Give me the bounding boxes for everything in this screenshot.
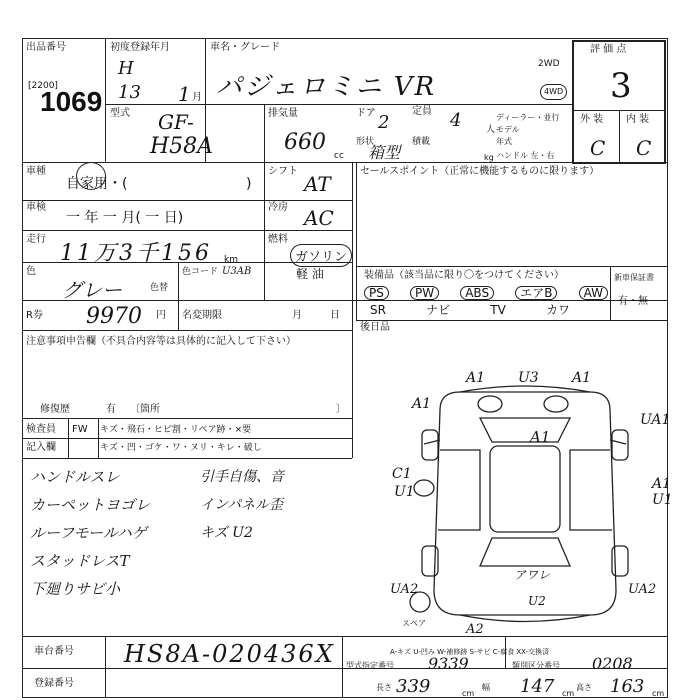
width-unit: cm — [562, 689, 575, 698]
length-unit: cm — [462, 689, 475, 698]
door-label: ドア — [356, 108, 376, 119]
color-label: 色 — [26, 266, 36, 277]
model-year-label: モデル 年式 — [496, 125, 520, 146]
month: 1 — [178, 82, 191, 106]
color-code-label: 色コード — [182, 267, 219, 277]
notes-label: 注意事項申告欄（不具合内容等は具体的に記入して下さい） — [26, 336, 296, 347]
capacity-label: 定員 — [412, 106, 432, 117]
exterior-grade: C — [590, 136, 606, 160]
cc-unit: cc — [334, 151, 344, 161]
aircon-label: 冷房 — [268, 202, 288, 213]
model-prefix: GF- — [158, 110, 194, 134]
name-change-month: 月 — [292, 310, 302, 321]
repair-value: 有 — [106, 404, 116, 415]
sales-point-label: セールスポイント（正常に機能するものに限ります） — [360, 166, 600, 177]
shape-label: 形状 — [356, 137, 375, 147]
damage-mark: U2 — [528, 594, 546, 608]
note-left-item: ハンドルスレ — [30, 468, 120, 486]
doors: 2 — [378, 112, 390, 133]
lot-number: 1069 — [40, 86, 103, 117]
mileage-unit: km — [224, 255, 238, 265]
inspection-label: 車検 — [26, 202, 46, 213]
color-tint-label: 色替 — [150, 283, 169, 293]
damage-mark: A1 — [466, 370, 486, 386]
color-code: U3AB — [222, 266, 252, 277]
handle-label: ハンドル 左・右 — [496, 151, 555, 160]
person-unit: 人 — [486, 125, 496, 135]
length-value: 339 — [396, 676, 431, 697]
score: 3 — [610, 66, 632, 106]
equip-sr: SR — [370, 303, 386, 317]
legend-line-2: キズ・凹・ゴケ・ワ・ヌリ・キレ・破し — [100, 443, 262, 453]
shift-label: シフト — [268, 166, 298, 177]
note-left-item: 下廻りサビ小 — [30, 580, 121, 598]
equip-aw: AW — [579, 286, 608, 300]
car-name-label: 車名・グレード — [210, 42, 280, 53]
class-label: 類別区分番号 — [512, 661, 560, 670]
inspection-value: 一 年 一 月( 一 日) — [66, 210, 184, 226]
note-right-item: キズ U2 — [200, 525, 253, 541]
interior-grade: C — [636, 136, 652, 160]
color-value: グレー — [62, 278, 122, 302]
entry-label: 記入欄 — [26, 442, 56, 453]
first-reg-label: 初度登録年月 — [110, 42, 170, 53]
class-value: 0208 — [592, 654, 633, 673]
equip-leather: カワ — [545, 303, 570, 317]
spare-label: スペア — [402, 619, 426, 628]
note-right-item: 引手自傷、音 — [200, 469, 284, 485]
note-left-item: ルーフモールハゲ — [30, 524, 147, 542]
damage-mark: A1 — [530, 428, 551, 446]
equip-navi: ナビ — [426, 303, 451, 317]
damage-mark: A1 — [412, 396, 432, 412]
fuel-label: 燃料 — [268, 234, 288, 245]
type-cert-value: 9339 — [428, 654, 469, 673]
year: 13 — [118, 82, 141, 103]
mileage-label: 走行 — [26, 234, 46, 245]
usage-value: 自家用・( — [66, 176, 128, 192]
fuel-gasoline: ガソリン — [290, 244, 352, 267]
damage-mark: UA2 — [390, 582, 419, 597]
note-left-item: カーペットヨゴレ — [30, 496, 151, 514]
fuel-diesel: 軽 油 — [296, 267, 324, 281]
repair-part-close: 〕 — [336, 404, 346, 415]
exterior-label: 外 装 — [580, 114, 604, 125]
equip-tv: TV — [490, 303, 506, 317]
reg-label: 登録番号 — [34, 678, 74, 689]
damage-mark: U1 — [652, 492, 673, 508]
width-value: 147 — [520, 676, 555, 697]
equipment-label: 装備品（該当品に限り〇をつけてください） — [364, 270, 564, 281]
length-label: 長さ — [376, 683, 392, 692]
damage-mark — [640, 494, 641, 495]
width-label: 幅 — [482, 683, 490, 692]
recycle-value: 9970 — [86, 304, 142, 329]
chassis-value: HS8A-020436X — [124, 640, 335, 668]
equipment-row-2 — [370, 304, 570, 316]
warranty-value: 有・無 — [618, 296, 648, 307]
legend-line-1: キズ・飛石・ヒビ割・リペア跡・×要 — [100, 425, 252, 435]
damage-mark: C1 — [392, 466, 412, 482]
model-code: H58A — [150, 134, 214, 159]
damage-mark: U1 — [394, 484, 415, 500]
dealer-label: ディーラー・並行 — [496, 113, 560, 122]
drive-4wd: 4WD — [540, 84, 567, 100]
name-change-day: 日 — [330, 310, 340, 321]
height-label: 高さ — [576, 683, 592, 692]
equip-pw: PW — [410, 286, 439, 300]
height-value: 163 — [610, 676, 645, 697]
damage-mark: A1 — [652, 476, 672, 492]
lot-label: 出品番号 — [26, 42, 66, 53]
note-left-item: スタッドレスT — [30, 552, 130, 570]
equipment-row-1 — [364, 286, 608, 300]
aircon-value: AC — [304, 206, 334, 230]
repair-label: 修復歴 — [40, 404, 70, 415]
usage-close: ) — [246, 176, 252, 192]
usage-label: 車種 — [26, 166, 46, 177]
height-unit: cm — [652, 689, 665, 698]
recycle-yen: 円 — [156, 310, 166, 321]
score-label: 評 価 点 — [590, 44, 627, 55]
damage-mark: A2 — [466, 622, 484, 637]
damage-mark: アワレ — [514, 568, 551, 582]
mileage-value: 11万3千156 — [60, 241, 212, 266]
era: H — [118, 58, 134, 79]
lot-code: [2200] — [28, 81, 58, 91]
shift-value: AT — [304, 172, 331, 196]
interior-label: 内 装 — [626, 114, 650, 125]
equip-airbag: エアB — [515, 286, 557, 300]
name-change-label: 名変期限 — [182, 310, 222, 321]
displacement-label: 排気量 — [268, 108, 298, 119]
damage-mark: UA1 — [640, 412, 671, 428]
month-unit: 月 — [192, 92, 202, 103]
damage-mark: A1 — [572, 370, 592, 386]
aftermarket-label: 後日品 — [360, 322, 390, 333]
recycle-label: R券 — [26, 310, 43, 321]
damage-legend: A-キズ U-凹み W-補修跡 S-サビ C-腐食 XX-交換済 — [390, 648, 550, 656]
damage-mark: UA2 — [628, 582, 657, 597]
shape: 箱型 — [368, 143, 401, 162]
damage-mark: U3 — [518, 370, 539, 386]
fw-label: FW — [72, 424, 88, 435]
model-label: 型式 — [110, 108, 130, 119]
kg-unit: kg — [484, 153, 494, 162]
equip-ps: PS — [364, 286, 389, 300]
note-right-item: インパネル歪 — [200, 497, 284, 513]
warranty-label: 新車保証書 — [614, 273, 654, 282]
capacity: 4 — [450, 110, 462, 131]
equip-abs: ABS — [460, 286, 494, 300]
type-cert-label: 型式指定番号 — [346, 661, 394, 670]
repair-part-label: 〔箇所 — [130, 404, 160, 415]
car-name: パジェロミニ VR — [216, 72, 437, 102]
displacement: 660 — [284, 130, 326, 155]
chassis-label: 車台番号 — [34, 646, 74, 657]
load-label: 積載 — [412, 137, 431, 147]
drive-2wd: 2WD — [538, 59, 560, 69]
notes-left-list — [30, 466, 190, 606]
inspector-label: 検査員 — [26, 424, 56, 435]
usage-circle — [76, 162, 106, 190]
notes-right-list — [200, 466, 350, 550]
